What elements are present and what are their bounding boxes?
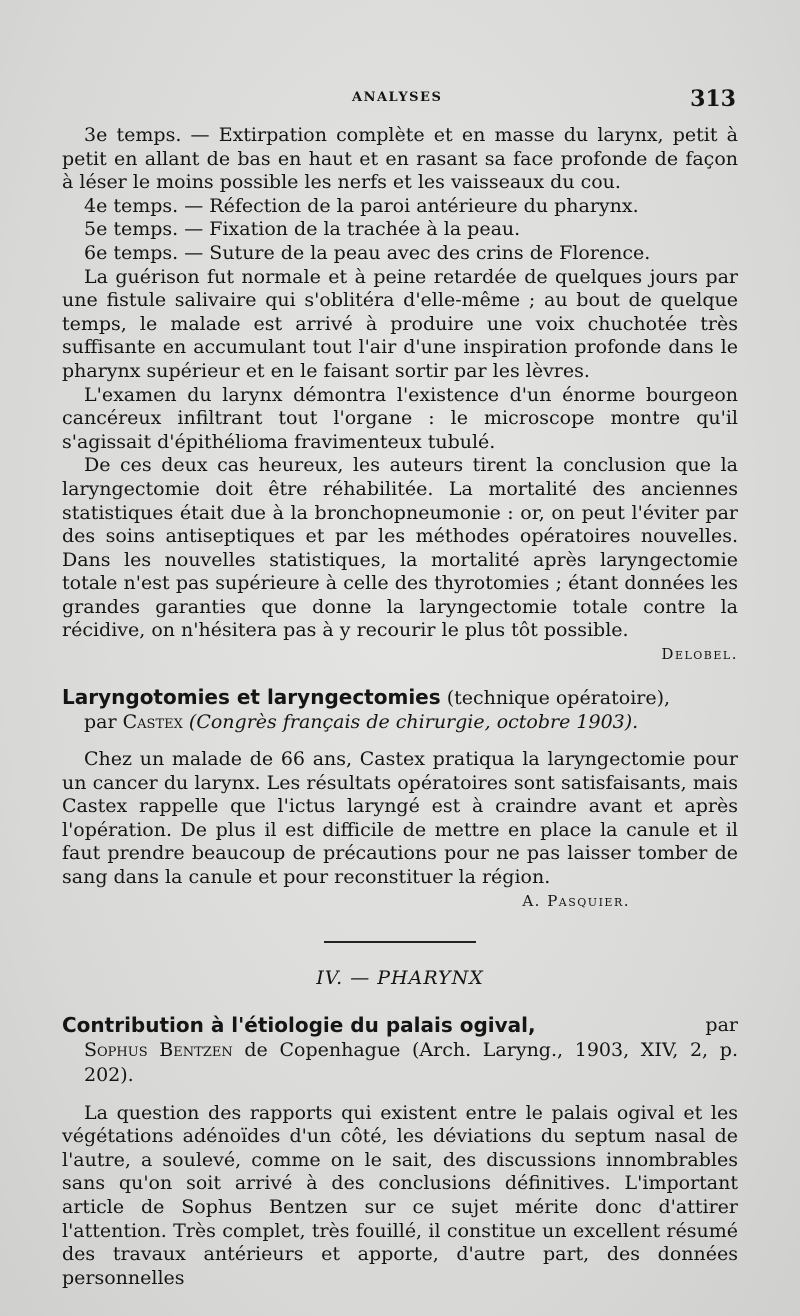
article-title: Contribution à l'étiologie du palais ogival, <box>62 1012 536 1037</box>
page-header <box>62 88 738 116</box>
signature-pasquier: A. Pasquier. <box>522 891 630 910</box>
article-title-line <box>62 1013 738 1038</box>
article-heading <box>62 1013 738 1088</box>
step-paragraph: 5e temps. — Fixation de la trachée à la peau. <box>84 218 521 241</box>
page-number: 313 <box>690 86 736 112</box>
article-title: Laryngotomies et laryngectomies <box>62 685 441 710</box>
author-name: Castex <box>122 711 183 734</box>
step-paragraph: 4e temps. — Réfection de la paroi antérieure du pharynx. <box>84 194 639 217</box>
section-divider <box>324 941 476 943</box>
author-prefix: par <box>84 711 117 734</box>
article-source: (Congrès français de chirurgie, octobre 1903). <box>188 711 639 734</box>
article-body: La question des rapports qui existent entre le palais ogival et les végétations adénoïdes d'un côté, les déviations du septum nasal de l'autre, a soulevé, comme on le sait, des discussions innombrables sans qu'on soit arrivé à des conclusions définitives. L'important article de Sophus Bentzen sur ce sujet mérite donc d'attirer l'attention. Très complet, très fouillé, il constitue un excellent résumé des travaux antérieurs et apporte, d'autre part, des données personnelles <box>62 1101 738 1289</box>
article-title-rest: (technique opératoire), <box>446 687 671 710</box>
page-body <box>62 124 738 1290</box>
body-paragraph: La guérison fut normale et à peine retardée de quelques jours par une fistule salivaire qui s'oblitéra d'elle-même ; au bout de quelque temps, le malade est arrivé à produire une voix chuchotée très suffisante en accumulant tout l'air d'une inspiration profonde dans le pharynx supérieur et en le faisant sortir par les lèvres. <box>62 265 738 382</box>
article-source: de Copenhague (Arch. Laryng., 1903, XIV, 2, p. 202). <box>84 1038 738 1086</box>
step-paragraph: 6e temps. — Suture de la peau avec des crins de Florence. <box>84 241 651 264</box>
article-byline <box>62 1038 738 1088</box>
section-title: IV. — PHARYNX <box>316 966 484 989</box>
step-paragraph: 3e temps. — Extirpation complète et en masse du larynx, petit à petit en allant de bas en haut et en rasant sa face profonde de façon à léser le moins possible les nerfs et les vaisseaux du cou. <box>62 124 738 194</box>
body-paragraph: De ces deux cas heureux, les auteurs tirent la conclusion que la laryngectomie doit être réhabilitée. La mortalité des anciennes statistiques était due à la bronchopneumonie : or, on peut l'éviter par des soins antiseptiques et par les méthodes opératoires nouvelles. Dans les nouvelles statistiques, la mortalité après laryngectomie totale n'est pas supérieure à celle des thyrotomies ; étant données les grandes garanties que donne la laryngectomie totale contre la récidive, on n'hésitera pas à y recourir le plus tôt possible. <box>62 454 738 642</box>
article-heading <box>62 685 738 710</box>
author-name: Sophus Bentzen <box>84 1038 233 1061</box>
body-paragraph: L'examen du larynx démontra l'existence d'un énorme bourgeon cancéreux infiltrant tout l'organe : le microscope montre qu'il s'agissait d'épithélioma fravimenteux tubulé. <box>62 383 738 453</box>
running-head: ANALYSES <box>352 90 443 105</box>
signature-delobel: Delobel. <box>661 645 738 664</box>
article-title-rest: par <box>705 1013 738 1036</box>
article-byline <box>62 710 738 734</box>
article-body: Chez un malade de 66 ans, Castex pratiqua la laryngectomie pour un cancer du larynx. Les résultats opératoires sont satisfaisants, mais Castex rappelle que l'ictus laryngé est à craindre avant et après l'opération. De plus il est difficile de mettre en place la canule et il faut prendre beaucoup de précautions pour ne pas laisser tomber de sang dans la canule et pour reconstituer la région. <box>62 748 738 889</box>
